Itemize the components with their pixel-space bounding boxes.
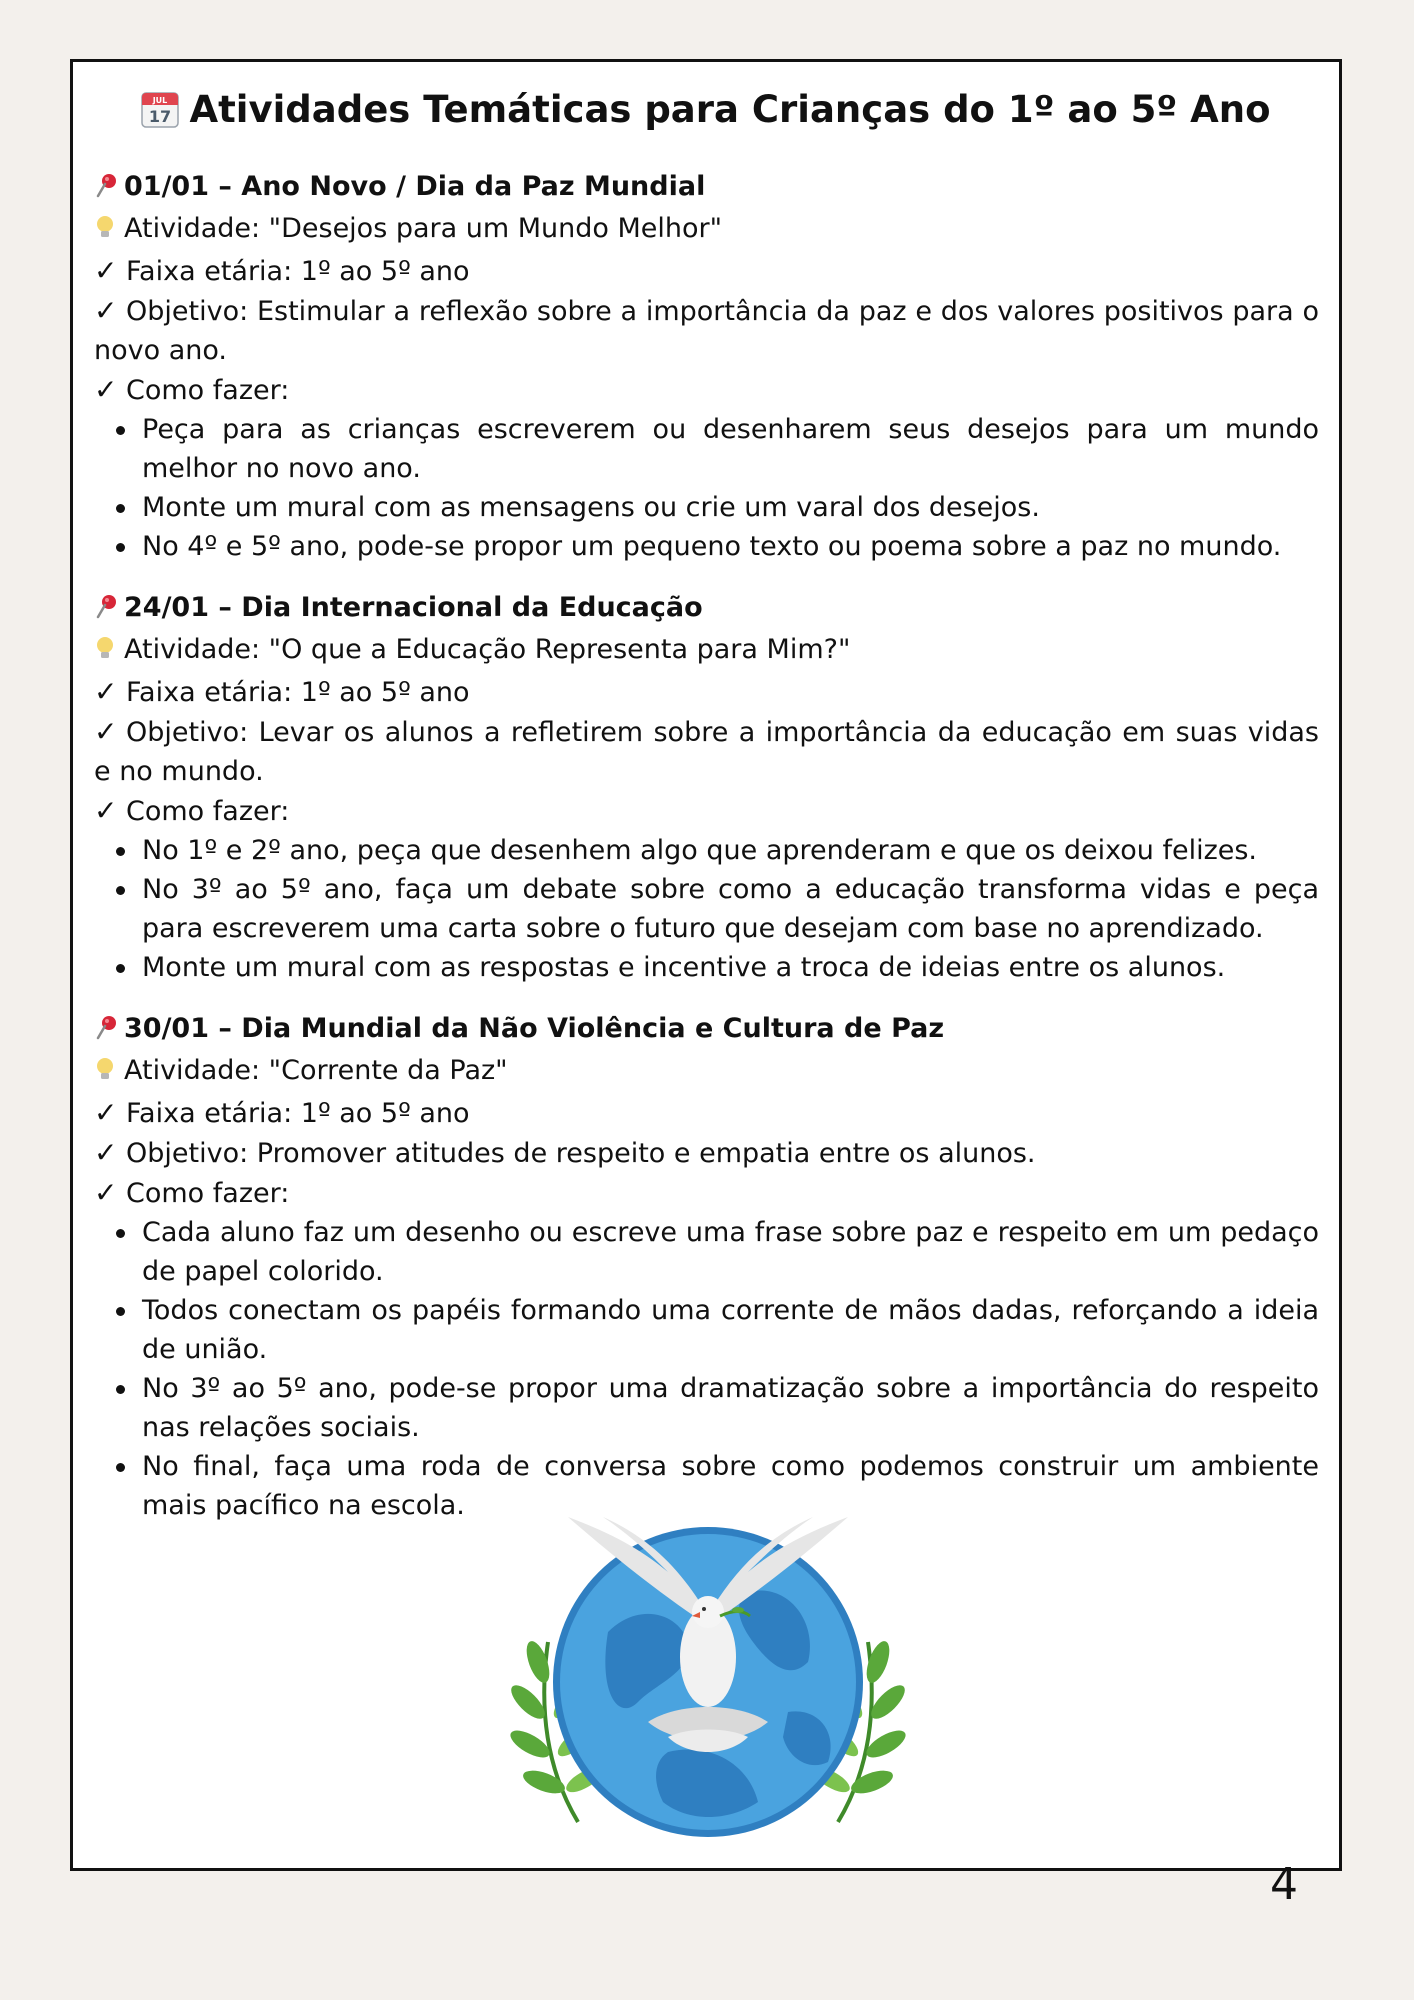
section-heading-text: 30/01 – Dia Mundial da Não Violência e Cultura de Paz [124,1013,945,1044]
age-line [94,672,1319,712]
checkmark-icon: ✓ [94,1136,118,1169]
section [94,588,1319,987]
section-heading [94,588,1319,630]
pushpin-icon [94,170,124,209]
list-item: No 1º e 2º ano, peça que desenhem algo que aprenderam e que os deixou felizes. [142,831,1319,870]
activity-text: Atividade: "Desejos para um Mundo Melhor" [124,213,723,244]
checkmark-icon: ✓ [94,794,118,827]
section-heading [94,1009,1319,1051]
calendar-icon [141,90,179,142]
lightbulb-icon [94,1054,124,1093]
list-item: No 3º ao 5º ano, faça um debate sobre como a educação transforma vidas e peça para escreverem uma carta sobre o futuro que desejam com base no aprendizado. [142,870,1319,948]
section [94,167,1319,566]
list-item: No 3º ao 5º ano, pode-se propor uma dramatização sobre a importância do respeito nas relações sociais. [142,1369,1319,1447]
activity-line [94,1051,1319,1093]
calendar-month: JUL [153,96,168,105]
age-line [94,251,1319,291]
age-text: Faixa etária: 1º ao 5º ano [126,1098,470,1129]
activity-text: Atividade: "O que a Educação Representa para Mim?" [124,634,851,665]
list-item: Monte um mural com as respostas e incentive a troca de ideias entre os alunos. [142,948,1319,987]
content [94,167,1319,1547]
list-item: Todos conectam os papéis formando uma corrente de mãos dadas, reforçando a ideia de união. [142,1291,1319,1369]
objective-line [94,291,1319,370]
list-item: Peça para as crianças escreverem ou desenharem seus desejos para um mundo melhor no novo ano. [142,410,1319,488]
activity-line [94,209,1319,251]
checkmark-icon: ✓ [94,1096,118,1129]
list-item: No 4º e 5º ano, pode-se propor um pequeno texto ou poema sobre a paz no mundo. [142,527,1319,566]
checkmark-icon: ✓ [94,373,118,406]
lightbulb-icon [94,633,124,672]
objective-text: Objetivo: Promover atitudes de respeito e empatia entre os alunos. [126,1138,1036,1169]
checkmark-icon: ✓ [94,1176,118,1209]
list-item: Monte um mural com as mensagens ou crie um varal dos desejos. [142,488,1319,527]
steps-list [94,1213,1319,1525]
section [94,1009,1319,1525]
section-heading [94,167,1319,209]
age-text: Faixa etária: 1º ao 5º ano [126,677,470,708]
objective-text: Objetivo: Estimular a reflexão sobre a importância da paz e dos valores positivos para o novo ano. [94,296,1319,366]
page-frame [70,59,1342,1871]
section-heading-text: 24/01 – Dia Internacional da Educação [124,592,703,623]
checkmark-icon: ✓ [94,254,118,287]
how-line [94,370,1319,410]
pushpin-icon [94,591,124,630]
activity-text: Atividade: "Corrente da Paz" [124,1055,508,1086]
pushpin-icon [94,1012,124,1051]
how-text: Como fazer: [126,375,290,406]
objective-line [94,712,1319,791]
age-text: Faixa etária: 1º ao 5º ano [126,256,470,287]
steps-list [94,410,1319,566]
checkmark-icon: ✓ [94,294,118,327]
page-title-text: Atividades Temáticas para Crianças do 1º ao 5º Ano [189,88,1271,131]
page-number: 4 [1270,1859,1298,1910]
steps-list [94,831,1319,987]
how-line [94,791,1319,831]
objective-text: Objetivo: Levar os alunos a refletirem sobre a importância da educação em suas vidas e no mundo. [94,717,1319,787]
peace-dove-globe-illustration [488,1512,928,1846]
how-text: Como fazer: [126,1178,290,1209]
calendar-day: 17 [149,107,172,126]
how-line [94,1173,1319,1213]
age-line [94,1093,1319,1133]
list-item: Cada aluno faz um desenho ou escreve uma frase sobre paz e respeito em um pedaço de papel colorido. [142,1213,1319,1291]
list-item: No final, faça uma roda de conversa sobre como podemos construir um ambiente mais pacífico na escola. [142,1447,1319,1525]
checkmark-icon: ✓ [94,675,118,708]
how-text: Como fazer: [126,796,290,827]
checkmark-icon: ✓ [94,715,118,748]
section-heading-text: 01/01 – Ano Novo / Dia da Paz Mundial [124,171,706,202]
lightbulb-icon [94,212,124,251]
objective-line [94,1133,1319,1173]
activity-line [94,630,1319,672]
page-title [73,84,1339,142]
